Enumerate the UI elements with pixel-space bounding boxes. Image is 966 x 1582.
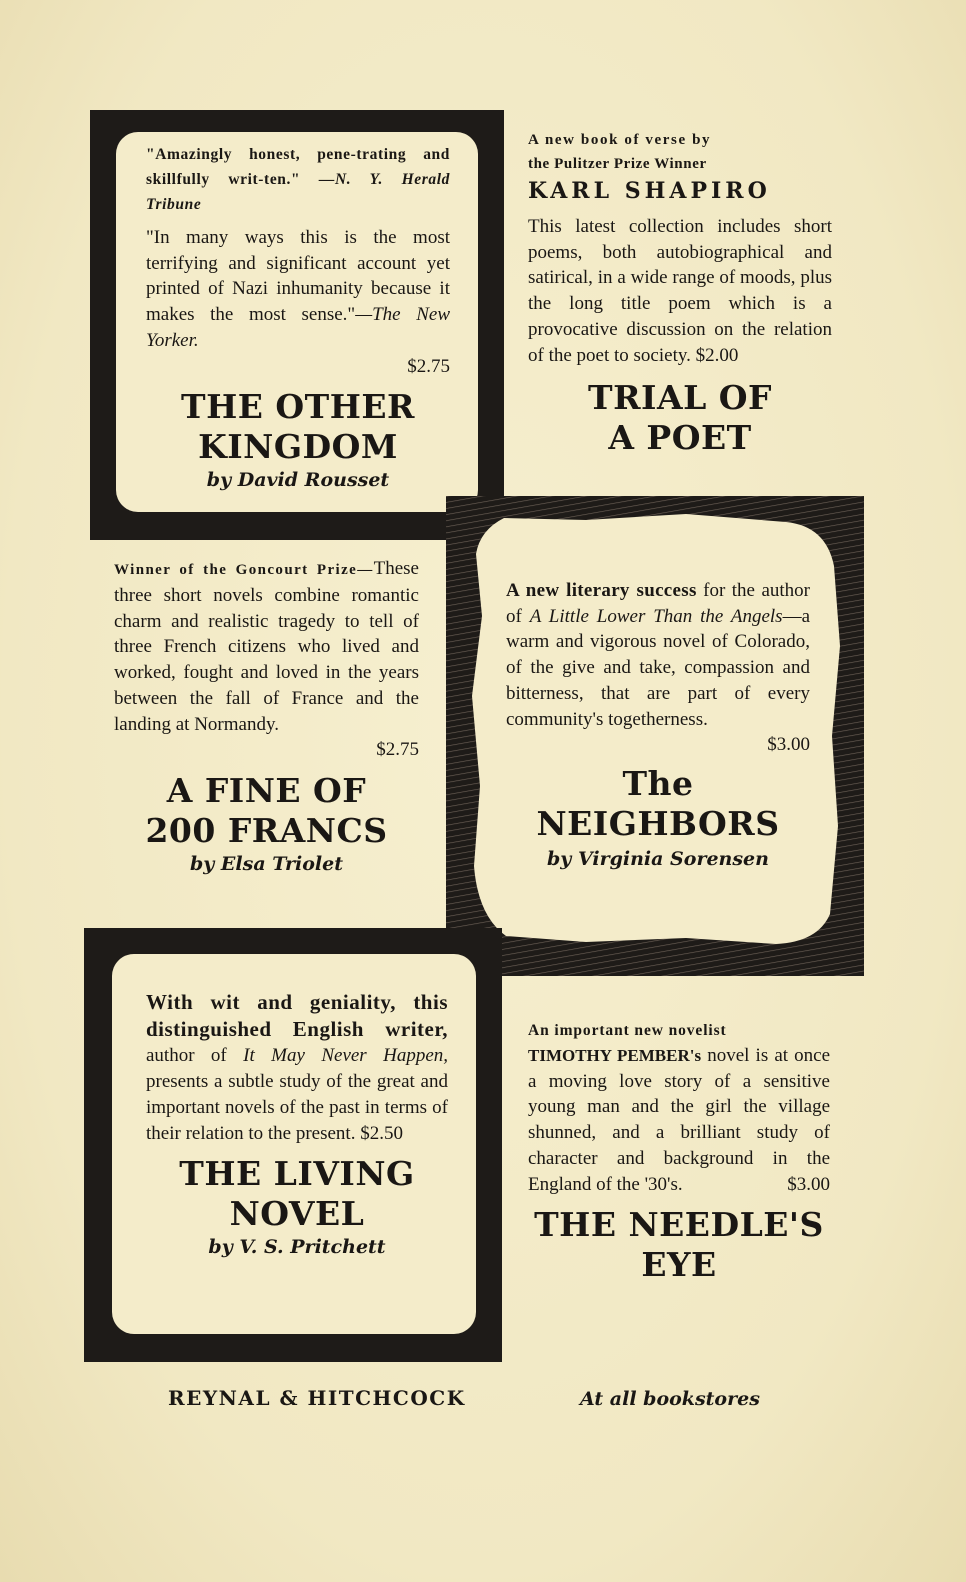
trial-of-poet-body: This latest collection includes short poems, both autobiographical and satirical, in a wide range of moods, plus the long title poem which is a provocative discussion on the relation of the poet to society. bbox=[528, 216, 832, 366]
fine-of-francs-title-1: A FINE OF bbox=[166, 770, 367, 810]
other-kingdom-quote1-source: —N. Y. Herald Tribune bbox=[146, 171, 450, 213]
fine-of-francs-ad bbox=[114, 556, 419, 875]
living-novel-book: It May Never Happen, bbox=[243, 1045, 448, 1067]
trial-of-poet-lead-2: the Pulitzer Prize Winner bbox=[528, 156, 707, 172]
living-novel-title-2: NOVEL bbox=[229, 1194, 365, 1234]
other-kingdom-byline: by David Rousset bbox=[206, 469, 390, 492]
needles-eye-title-1: THE NEEDLE'S bbox=[534, 1205, 824, 1245]
fine-of-francs-lead: Winner of the Goncourt Prize— bbox=[114, 562, 374, 578]
neighbors-body-post: —a warm and vigorous novel of Colorado, of the give and take, compassion and bitterness, that are part of every community's togetherness. bbox=[506, 605, 811, 730]
neighbors-byline: by Virginia Sorensen bbox=[547, 847, 769, 870]
fine-of-francs-price: $2.75 bbox=[376, 739, 419, 761]
trial-of-poet-lead-1: A new book of verse by bbox=[528, 132, 712, 148]
other-kingdom-quote2-source: —The New Yorker. bbox=[146, 304, 450, 351]
living-novel-title-1: THE LIVING bbox=[179, 1154, 415, 1194]
fine-of-francs-byline: by Elsa Triolet bbox=[189, 852, 343, 875]
neighbors-book: A Little Lower Than the Angels bbox=[529, 605, 783, 627]
other-kingdom-quote2: "In many ways this is the most terrifying and significant account yet printed of Nazi inhumanity because it makes the most sense." bbox=[146, 227, 450, 326]
trial-of-poet-author: KARL SHAPIRO bbox=[528, 178, 771, 204]
other-kingdom-price: $2.75 bbox=[407, 355, 450, 377]
living-novel-ad bbox=[146, 990, 448, 1258]
trial-of-poet-title-1: TRIAL OF bbox=[588, 378, 772, 418]
needles-eye-ad bbox=[528, 1018, 830, 1285]
living-novel-lead: With wit and geniality, this distinguished English writer, bbox=[146, 990, 448, 1041]
trial-of-poet-ad bbox=[528, 128, 832, 458]
living-novel-body-pre: author of bbox=[146, 1045, 227, 1067]
fine-of-francs-body: These three short novels combine romantic charm and realistic tragedy to tell of three French citizens who lived and worked, fought and loved in the years between the fall of France and the landing at Normandy. bbox=[114, 558, 419, 735]
neighbors-price: $3.00 bbox=[767, 734, 810, 756]
needles-eye-lead: An important new novelist bbox=[528, 1022, 727, 1039]
needles-eye-title-2: EYE bbox=[641, 1245, 717, 1285]
other-kingdom-ad bbox=[146, 142, 450, 491]
other-kingdom-title-2: KINGDOM bbox=[198, 427, 398, 467]
living-novel-body-post: presents a subtle study of the great and important novels of the past in terms of their relation to the present. bbox=[146, 1071, 448, 1144]
neighbors-body-pre: for the author of bbox=[506, 580, 810, 627]
footer-tagline: At all bookstores bbox=[580, 1388, 760, 1410]
trial-of-poet-title-2: A POET bbox=[608, 418, 752, 458]
neighbors-title-1: The bbox=[622, 763, 694, 803]
publisher-name: REYNAL & HITCHCOCK bbox=[168, 1386, 466, 1410]
other-kingdom-quote1: "Amazingly honest, pene-trating and skillfully writ-ten." bbox=[146, 146, 450, 188]
living-novel-byline: by V. S. Pritchett bbox=[208, 1236, 386, 1259]
neighbors-ad bbox=[506, 578, 810, 870]
living-novel-price: $2.50 bbox=[360, 1122, 403, 1144]
other-kingdom-title-1: THE OTHER bbox=[181, 387, 415, 427]
neighbors-title-2: NEIGHBORS bbox=[536, 803, 780, 843]
needles-eye-price: $3.00 bbox=[787, 1173, 830, 1195]
needles-eye-body: novel is at once a moving love story of a sensitive young man and the girl the village shunned, and a brilliant study of character and background in the England of the '30's. bbox=[528, 1045, 831, 1195]
fine-of-francs-title-2: 200 FRANCS bbox=[145, 810, 388, 850]
needles-eye-author: TIMOTHY PEMBER's bbox=[528, 1046, 702, 1065]
neighbors-lead: A new literary success bbox=[506, 580, 697, 601]
trial-of-poet-price: $2.00 bbox=[695, 344, 739, 366]
